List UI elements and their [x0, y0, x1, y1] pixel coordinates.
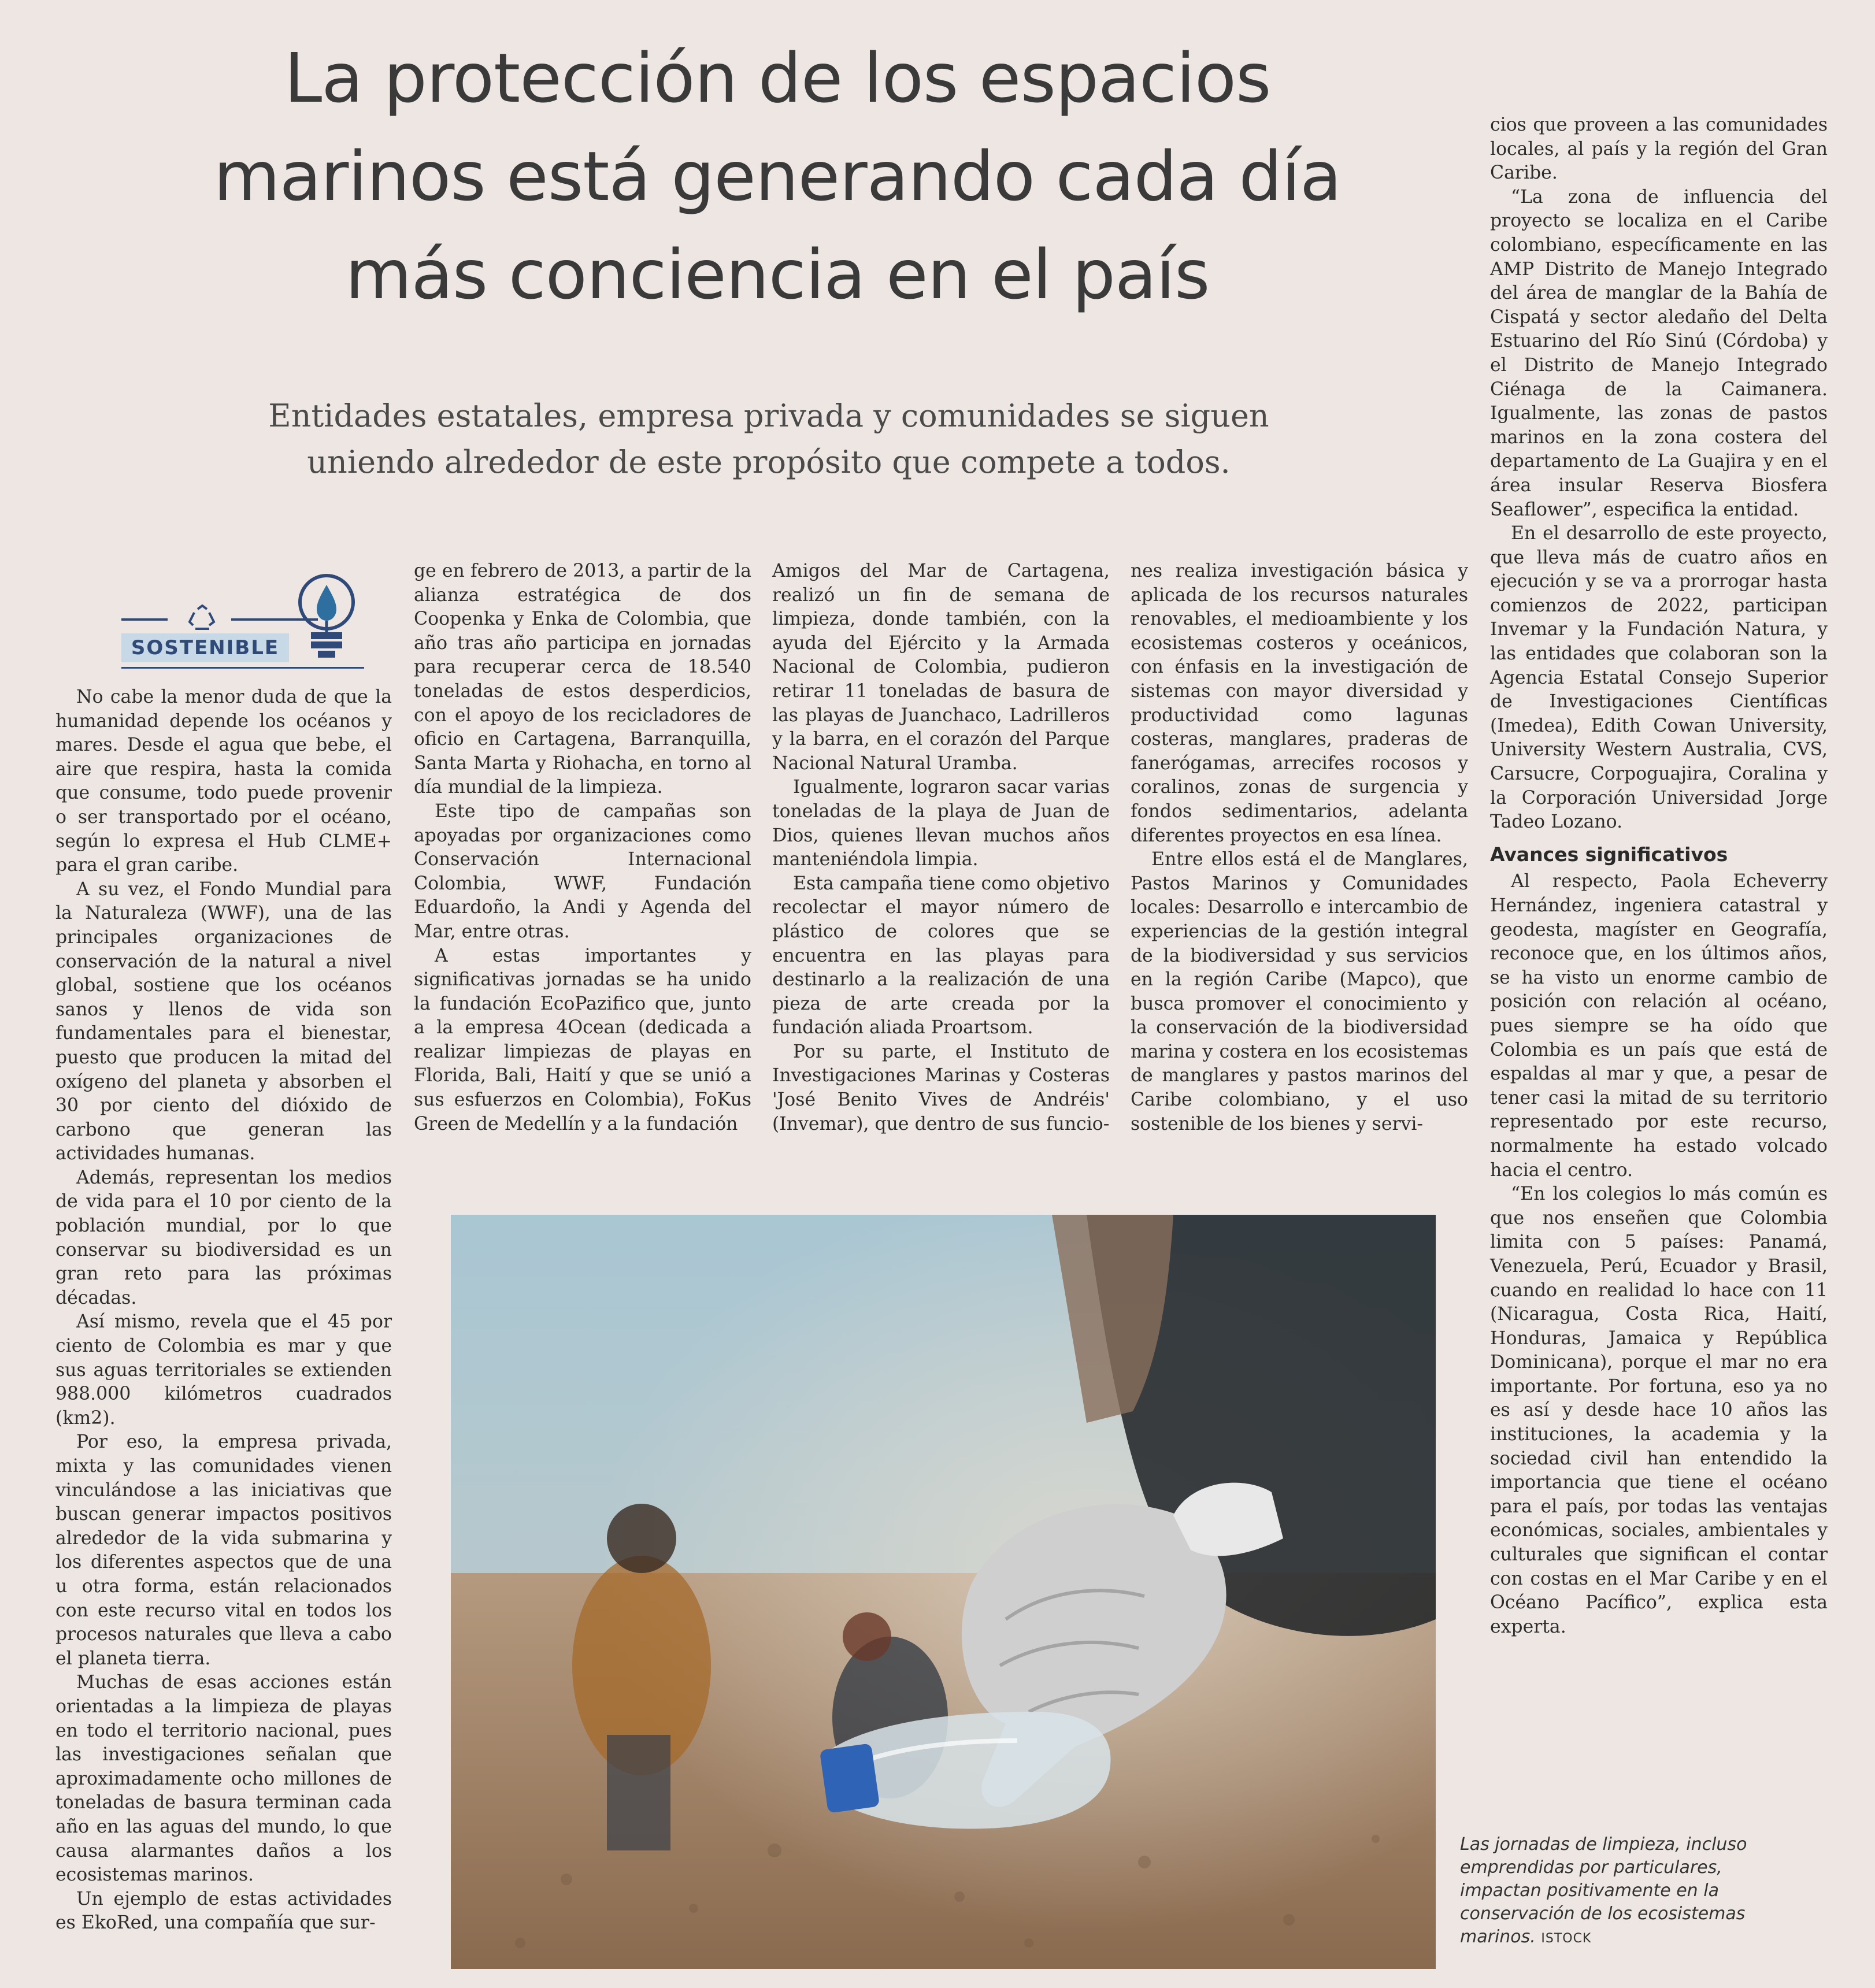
paragraph: Entre ellos está el de Manglares, Pastos Marinos y Comunidades locales: Desarrollo e intercambio de experiencias de la gestión integral de la biodiversidad y sus servicios en la región Caribe (Mapco), que busca promover el conocimiento y la conservación de la biodiversidad marina y costera en los ecosistemas de manglares y pastos marinos del Caribe colombiano, y el uso sostenible de los bienes y servi- [1131, 849, 1468, 1134]
paragraph: A su vez, el Fondo Mundial para la Naturaleza (WWF), una de las principales organizaciones de conservación de la natural a nivel global, sostiene que los océanos sanos y llenos de vida son fundamentales para el bienestar, puesto que producen la mitad del oxígeno del planeta y absorben el 30 por ciento del dióxido de carbono que generan las actividades humanas. [55, 878, 392, 1164]
paragraph: Así mismo, revela que el 45 por ciento de Colombia es mar y que sus aguas territoriales se extienden 988.000 kilómetros cuadrados (km2). [55, 1311, 392, 1429]
column-4 [1131, 559, 1468, 1136]
paragraph: Por su parte, el Instituto de Investigaciones Marinas y Costeras 'José Benito Vives de Andréis' (Invemar), que dentro de sus funcio- [772, 1041, 1110, 1134]
section-subheading: Avances significativos [1490, 843, 1728, 866]
photo-illustration [451, 1215, 1436, 1969]
column-3 [772, 559, 1110, 1136]
paragraph: ge en febrero de 2013, a partir de la alianza estratégica de dos Coopenka y Enka de Colombia, que año tras año participa en jornadas para recuperar cerca de 18.540 toneladas de estos desperdicios, con el apoyo de los recicladores de oficio en Cartagena, Barranquilla, Santa Marta y Riohacha, en torno al día mundial de la limpieza. [414, 561, 751, 798]
paragraph: Además, representan los medios de vida para el 10 por ciento de la población mundial, por lo que conservar su biodiversidad es un gran reto para las próximas décadas. [55, 1167, 392, 1308]
subheadline: Entidades estatales, empresa privada y comunidades se siguen uniendo alrededor de este propósito que compete a todos. [268, 398, 1269, 480]
paragraph: No cabe la menor duda de que la humanidad depende los océanos y mares. Desde el agua que bebe, el aire que respira, hasta la comida que consume, todo puede provenir o ser transportado por el océano, según lo expresa el Hub CLME+ para el gran caribe. [55, 687, 392, 876]
column-5 [1490, 113, 1828, 1639]
beach-cleanup-photo [451, 1215, 1436, 1969]
photo-caption [1460, 1833, 1761, 1950]
recycle-icon [186, 604, 218, 635]
paragraph: “La zona de influencia del proyecto se localiza en el Caribe colombiano, específicamente en las AMP Distrito de Manejo Integrado del área de manglar de la Bahía de Cispatá y sector aledaño del Delta Estuarino del Río Sinú (Córdoba) y el Distrito de Manejo Integrado Ciénaga de la Caimanera. Igualmente, las zonas de pastos marinos en la zona costera del departamento de La Guajira y en el área insular Reserva Biosfera Seaflower”, especifica la entidad. [1490, 186, 1828, 520]
paragraph: Por eso, la empresa privada, mixta y las comunidades vienen vinculándose a las iniciativas que buscan generar impactos positivos alrededor de la vida submarina y los diferentes aspectos que de una u otra forma, están relacionados con este recurso vital en todos los procesos naturales que lleva a cabo el planeta tierra. [55, 1431, 392, 1669]
paragraph: Este tipo de campañas son apoyadas por organizaciones como Conservación Internacional Colombia, WWF, Fundación Eduardoño, la Andi y Agenda del Mar, entre otras. [414, 800, 751, 942]
paragraph: A estas importantes y significativas jornadas se ha unido la fundación EcoPazifico que, junto a la empresa 4Ocean (dedicada a realizar limpiezas de playas en Florida, Bali, Haití y que se unió a sus esfuerzos en Colombia), FoKus Green de Medellín y a la fundación [414, 945, 751, 1134]
badge-rule-left [121, 618, 168, 621]
paragraph: Amigos del Mar de Cartagena, realizó un fin de semana de limpieza, donde también, con la ayuda del Ejército y la Armada Nacional de Colombia, pudieron retirar 11 toneladas de basura de las playas de Juanchaco, Ladrilleros y la barra, en el corazón del Parque Nacional Natural Uramba. [772, 561, 1110, 774]
paragraph: “En los colegios lo más común es que nos enseñen que Colombia limita con 5 países: Panamá, Venezuela, Perú, Ecuador y Brasil, cuando en realidad lo hace con 11 (Nicaragua, Costa Rica, Haití, Honduras, Jamaica y República Dominicana), porque el mar no era importante. Por fortuna, eso ya no es así y desde hace 10 años las instituciones, la academia y la sociedad civil han entendido la importancia que tiene el océano para el país, por todas las ventajas económicas, sociales, ambientales y culturales que significan el contar con costas en el Mar Caribe y en el Océano Pacífico”, explica esta experta. [1490, 1184, 1828, 1637]
paragraph: cios que proveen a las comunidades locales, al país y la región del Gran Caribe. [1490, 114, 1828, 184]
paragraph: Un ejemplo de estas actividades es EkoRed, una compañía que sur- [55, 1888, 392, 1934]
headline: La protección de los espacios marinos está generando cada día más conciencia en el país [213, 38, 1342, 314]
section-badge [121, 572, 364, 670]
paragraph: Igualmente, lograron sacar varias toneladas de la playa de Juan de Dios, quienes llevan muchos años manteniéndola limpia. [772, 777, 1110, 870]
paragraph: nes realiza investigación básica y aplicada de los recursos naturales renovables, el medioambiente y los ecosistemas costeros y oceánicos, con énfasis en la investigación de sistemas con mayor diversidad y productividad como lagunas costeras, manglares, praderas de fanerógamas, arrecifes rocosos y coralinos, zonas de surgencia y fondos sedimentarios, adelanta diferentes proyectos en esa línea. [1131, 561, 1468, 846]
paragraph: Esta campaña tiene como objetivo recolectar el mayor número de plástico de colores que se encuentra en las playas para destinarlo a la realización de una pieza de arte creada por la fundación aliada Proartsom. [772, 873, 1110, 1038]
section-label: SOSTENIBLE [121, 633, 289, 662]
badge-underline [121, 667, 364, 669]
lightbulb-icon [295, 572, 358, 665]
caption-text: Las jornadas de limpieza, incluso emprendidas por particulares, impactan positivamente en la conservación de los ecosistemas marinos. [1460, 1834, 1747, 1947]
photo-credit: ISTOCK [1541, 1931, 1592, 1946]
paragraph: Al respecto, Paola Echeverry Hernández, ingeniera catastral y geodesta, magíster en Geografía, reconoce que, en los últimos años, se ha visto un enorme cambio de posición con relación al océano, pues siempre se ha oído que Colombia es un país que está de espaldas al mar y que, a pesar de tener casi la mitad de su territorio representado por este recurso, normalmente ha estado volcado hacia el centro. [1490, 871, 1828, 1181]
column-2 [414, 559, 751, 1136]
column-1 [55, 685, 392, 1935]
paragraph: En el desarrollo de este proyecto, que lleva más de cuatro años en ejecución y se va a prorrogar hasta comienzos de 2022, participan Invemar y la Fundación Natura, y las entidades que colaboran son la Agencia Estatal Consejo Superior de Investigaciones Científicas (Imedea), Edith Cowan University, University Western Australia, CVS, Carsucre, Corpoguajira, Coralina y la Corporación Universidad Jorge Tadeo Lozano. [1490, 523, 1828, 833]
paragraph: Muchas de esas acciones están orientadas a la limpieza de playas en todo el territorio nacional, pues las investigaciones señalan que aproximadamente ocho millones de toneladas de basura terminan cada año en las aguas del mundo, lo que causa alarmantes daños a los ecosistemas marinos. [55, 1672, 392, 1886]
